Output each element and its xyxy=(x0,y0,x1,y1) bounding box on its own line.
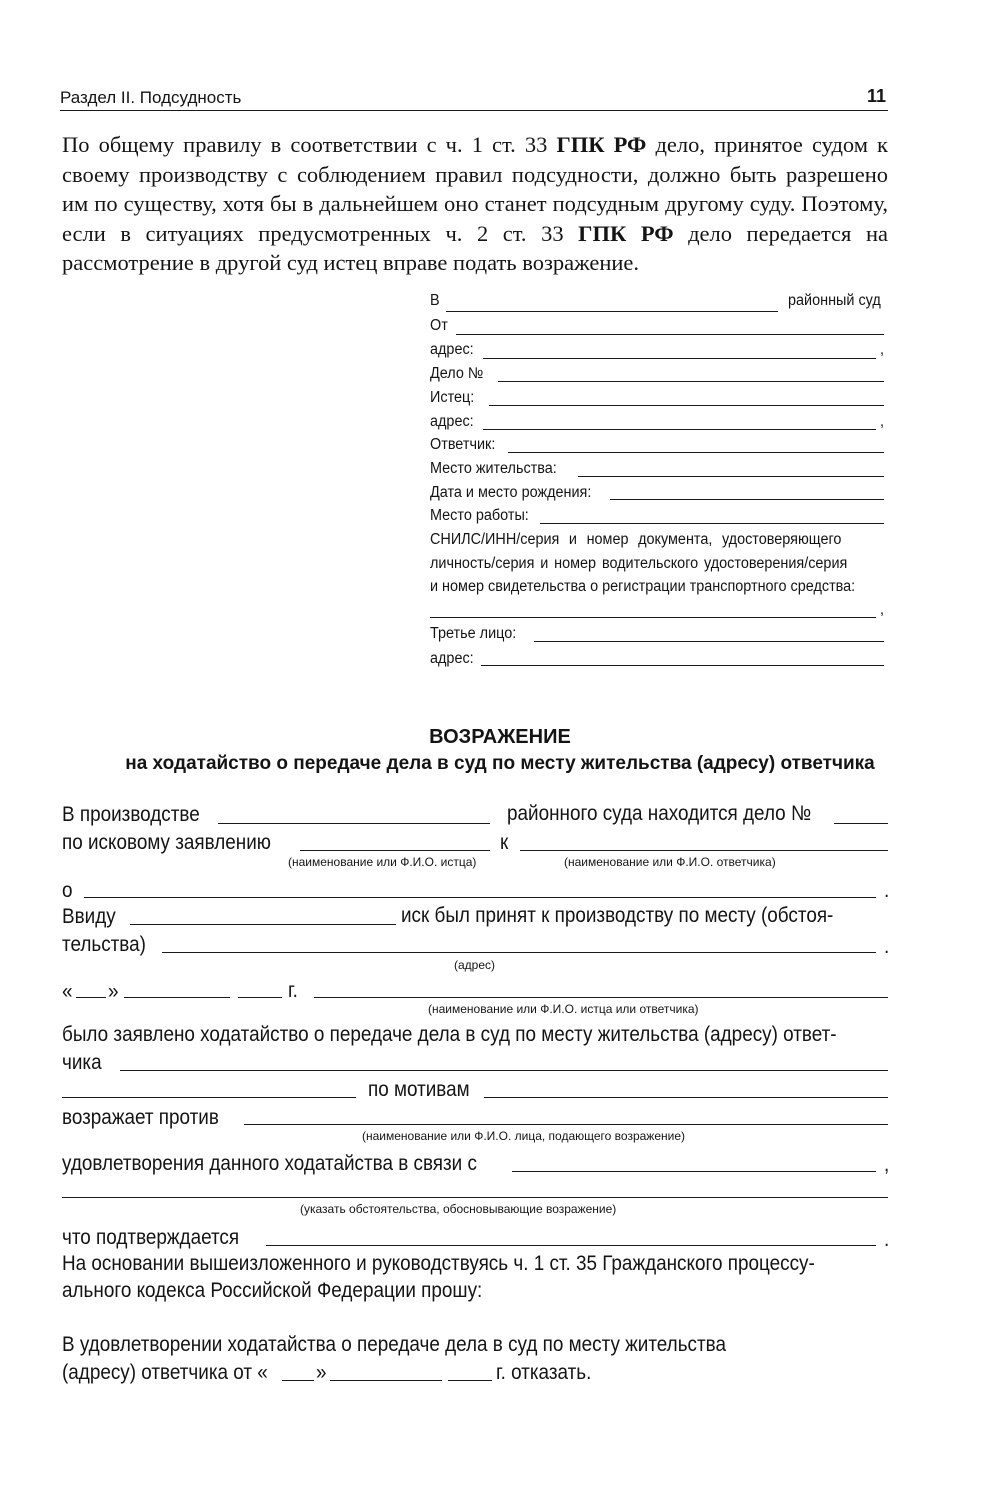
applicant-name-input[interactable] xyxy=(314,997,888,998)
request-line-1: В удовлетворении ходатайства о передаче дела в суд по месту жительства xyxy=(62,1333,727,1356)
reason-continuation-input[interactable] xyxy=(62,1197,888,1198)
request-line-2c: г. отказать. xyxy=(496,1361,592,1384)
plaintiff-address-field[interactable] xyxy=(483,429,876,430)
case-in-court-label: районного суда находится дело № xyxy=(507,802,812,825)
section-title: Раздел II. Подсудность xyxy=(60,88,242,107)
defendant-label: Ответчик: xyxy=(430,436,496,453)
by-claim-label: по исковому заявлению xyxy=(62,831,271,854)
case-number-label: Дело № xyxy=(430,365,484,382)
third-party-address-field[interactable] xyxy=(481,665,884,666)
address-comma: , xyxy=(880,341,885,358)
plaintiff-name-input[interactable] xyxy=(300,850,490,851)
documents-field[interactable] xyxy=(430,617,876,618)
court-prefix: В xyxy=(430,292,440,309)
motion-details-input[interactable] xyxy=(120,1070,888,1071)
motion-author-input[interactable] xyxy=(62,1097,356,1098)
reason-input[interactable] xyxy=(512,1171,876,1172)
request-day-input[interactable] xyxy=(282,1380,314,1381)
third-party-field[interactable] xyxy=(534,641,884,642)
birth-label: Дата и место рождения: xyxy=(430,484,592,501)
document-title: ВОЗРАЖЕНИЕ xyxy=(429,726,571,748)
header-rule xyxy=(60,110,888,111)
objects-against-label: возражает против xyxy=(62,1106,219,1129)
birth-field[interactable] xyxy=(610,499,884,500)
court-suffix: районный суд xyxy=(788,292,881,309)
plaintiff-address-comma: , xyxy=(880,413,885,430)
motives-input[interactable] xyxy=(484,1097,888,1098)
circumstances-label: тельства) xyxy=(62,933,146,956)
by-motives-label: по мотивам xyxy=(368,1078,470,1101)
plaintiff-label: Истец: xyxy=(430,389,475,406)
applicant-caption: (наименование или Ф.И.О. истца или ответчика) xyxy=(428,1002,699,1016)
plaintiff-caption: (наименование или Ф.И.О. истца) xyxy=(288,855,477,869)
circumstances-caption: (указать обстоятельства, обосновывающие возражение) xyxy=(300,1202,617,1216)
intro-paragraph: По общему правилу в соответствии с ч. 1 ст. 33 ГПК РФ дело, принятое судом к своему производству с соблюдением правил подсудности, должно быть разрешено им по существу, хотя бы в дальнейшем оно станет подсудным другому суду. Поэтому, если в ситуациях предусмотренных ч. 2 ст. 33 ГПК РФ дело передается на рассмотрение в другой суд истец вправе подать возражение. xyxy=(62,132,888,275)
reason-comma: , xyxy=(884,1153,890,1176)
case-number-field[interactable] xyxy=(498,381,884,382)
defendant-field[interactable] xyxy=(508,452,884,453)
request-year-input[interactable] xyxy=(448,1380,492,1381)
evidence-dot: . xyxy=(884,1228,890,1251)
work-label: Место работы: xyxy=(430,507,529,524)
request-line-2a: (адресу) ответчика от « xyxy=(62,1361,268,1384)
basis-line-2: ального кодекса Российской Федерации прошу: xyxy=(62,1279,483,1302)
subject-label: о xyxy=(62,879,73,902)
page-number: 11 xyxy=(867,86,887,106)
address-label: адрес: xyxy=(430,341,474,358)
year-label: г. xyxy=(288,979,298,1002)
third-party-address-label: адрес: xyxy=(430,650,474,667)
request-line-2b: » xyxy=(316,1361,327,1384)
documents-comma: , xyxy=(880,601,885,618)
defendant-caption: (наименование или Ф.И.О. ответчика) xyxy=(564,855,776,869)
work-field[interactable] xyxy=(540,523,884,524)
objector-name-input[interactable] xyxy=(244,1124,888,1125)
residence-field[interactable] xyxy=(578,476,884,477)
from-field[interactable] xyxy=(456,334,884,335)
defendant-name-input[interactable] xyxy=(520,850,888,851)
plaintiff-address-label: адрес: xyxy=(430,413,474,430)
address-field[interactable] xyxy=(483,358,876,359)
court-name-field[interactable] xyxy=(446,311,778,312)
satisfaction-label: удовлетворения данного ходатайства в связи с xyxy=(62,1152,477,1175)
case-number-input[interactable] xyxy=(834,823,888,824)
date-close-quote: » xyxy=(108,980,119,1003)
plaintiff-field[interactable] xyxy=(489,405,884,406)
date-month-input[interactable] xyxy=(124,997,230,998)
accepted-label: иск был принят к производству по месту (обстоя- xyxy=(401,904,834,927)
subject-dot: . xyxy=(884,879,890,902)
defendant-word: чика xyxy=(62,1051,102,1074)
against-label: к xyxy=(500,831,509,854)
due-to-input[interactable] xyxy=(130,924,396,925)
address-input[interactable] xyxy=(162,952,876,953)
objector-caption: (наименование или Ф.И.О. лица, подающего возражение) xyxy=(362,1129,686,1143)
third-party-label: Третье лицо: xyxy=(430,625,517,642)
date-open-quote: « xyxy=(62,980,73,1003)
motion-declared-text: было заявлено ходатайство о передаче дела в суд по месту жительства (адресу) ответ- xyxy=(62,1023,837,1046)
date-year-input[interactable] xyxy=(238,997,282,998)
subject-input[interactable] xyxy=(84,897,876,898)
address-caption: (адрес) xyxy=(454,958,496,972)
residence-label: Место жительства: xyxy=(430,460,557,477)
basis-line-1: На основании вышеизложенного и руководствуясь ч. 1 ст. 35 Гражданского процессу- xyxy=(62,1252,815,1275)
due-to-label: Ввиду xyxy=(62,905,116,928)
from-label: От xyxy=(430,317,448,334)
in-proceeding-label: В производстве xyxy=(62,803,200,826)
address-dot: . xyxy=(884,935,890,958)
confirmed-label: что подтверждается xyxy=(62,1226,240,1249)
court-name-input[interactable] xyxy=(218,823,490,824)
document-subtitle: на ходатайство о передаче дела в суд по месту жительства (адресу) ответчика xyxy=(125,753,875,774)
documents-label-line1: СНИЛС/ИНН/серия и номер документа, удостоверяющего xyxy=(430,531,842,548)
documents-label-line3: и номер свидетельства о регистрации транспортного средства: xyxy=(430,578,856,595)
date-day-input[interactable] xyxy=(76,997,106,998)
evidence-input[interactable] xyxy=(266,1245,876,1246)
request-month-input[interactable] xyxy=(330,1380,442,1381)
documents-label-line2: личность/серия и номер водительского удостоверения/серия xyxy=(430,555,848,572)
